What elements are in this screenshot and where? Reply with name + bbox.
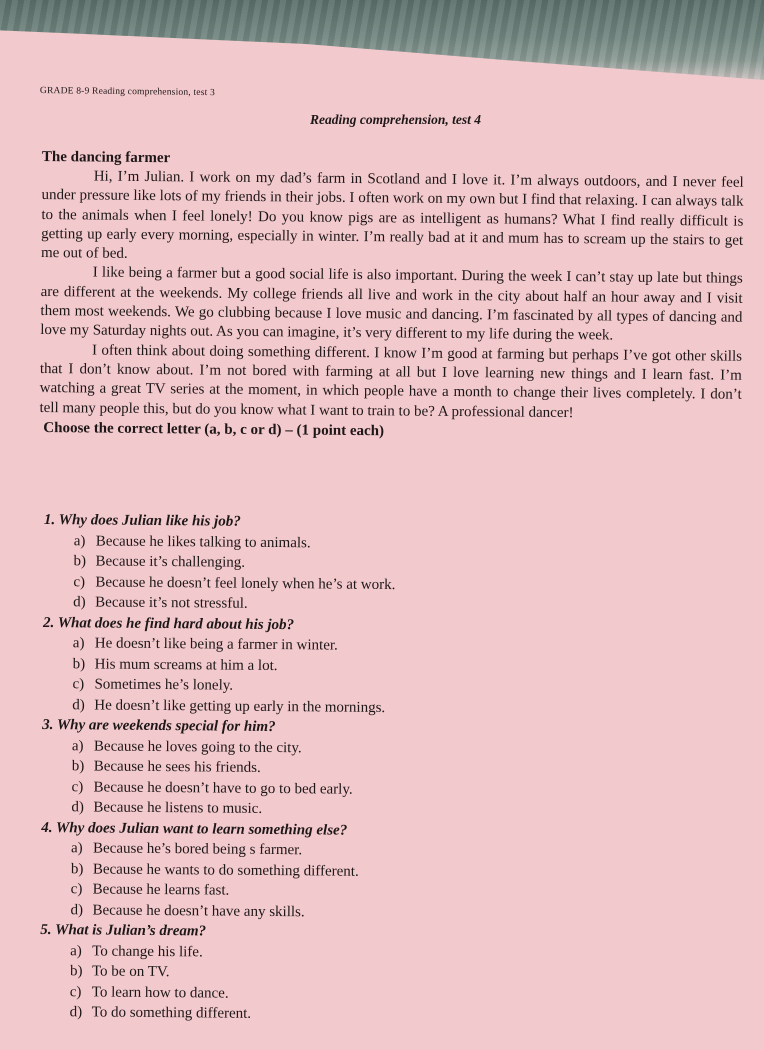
option-letter: c) <box>69 983 82 1000</box>
question-text: 2. What does he find hard about his job? <box>42 614 295 633</box>
question-text: 3. Why are weekends special for him? <box>42 716 276 736</box>
story-title: The dancing farmer <box>41 148 171 167</box>
option-letter: a) <box>73 532 86 549</box>
answer-option <box>40 1002 600 1027</box>
option-letter: b) <box>72 655 86 672</box>
option-text: Because he likes talking to animals. <box>95 532 311 551</box>
option-letter: d) <box>70 901 84 918</box>
option-text: Because it’s not stressful. <box>95 594 248 612</box>
option-letter: c) <box>72 676 85 693</box>
story-paragraph-2: I like being a farmer but a good social life is also important. During the week I can’t stay up late but things are different at the weekends. My college friends all live and work in the city about half an hour away and I visit them most weekends. We go clubbing because I love music and dancing. I’m fascinated by all types of dancing and love my Saturday nights out. As you can imagine, it’s very different to my life during the week. <box>40 264 743 344</box>
option-letter: b) <box>70 860 84 877</box>
story-article <box>39 148 744 445</box>
option-text: Because he loves going to the city. <box>93 737 302 756</box>
option-letter: b) <box>69 963 83 980</box>
option-letter: a) <box>70 840 83 857</box>
option-letter: a) <box>72 635 85 652</box>
option-text: He doesn’t like being a farmer in winter. <box>94 635 338 654</box>
grade-header: GRADE 8-9 Reading comprehension, test 3 <box>39 86 216 99</box>
option-text: To learn how to dance. <box>91 983 229 1002</box>
option-letter: a) <box>71 737 84 754</box>
question-list <box>40 510 604 1027</box>
option-letter: c) <box>73 573 86 590</box>
story-paragraph-3: I often think about doing something different. I know I’m good at farming but perhaps I’ve got other skills that I don’t know about. I’m not bored with farming at all but I love learning new things and I learn fast. I’m watching a great TV series at the moment, in which people have a month to change their lives completely. I don’t tell many people this, but do you know what I want to train to be? A professional dancer! <box>39 342 743 421</box>
option-text: Because it’s challenging. <box>95 553 246 571</box>
option-text: To change his life. <box>92 942 203 960</box>
option-text: His mum screams at him a lot. <box>94 655 278 674</box>
option-letter: b) <box>71 758 85 775</box>
option-letter: c) <box>70 881 83 898</box>
option-text: Because he doesn’t have to go to bed early. <box>93 778 353 798</box>
option-letter: d) <box>73 594 86 611</box>
option-letter: d) <box>72 696 85 713</box>
option-text: Because he learns fast. <box>92 881 230 899</box>
question-text: 4. Why does Julian want to learn something else? <box>41 819 348 839</box>
option-letter: a) <box>70 942 82 959</box>
option-text: He doesn’t like getting up early in the mornings. <box>94 696 386 716</box>
option-letter: b) <box>73 553 87 570</box>
option-text: Because he listens to music. <box>93 799 263 817</box>
instructions: Choose the correct letter (a, b, c or d) – (1 point each) <box>43 419 385 440</box>
question-4 <box>40 817 601 924</box>
option-text: To be on TV. <box>91 963 170 981</box>
option-text: Sometimes he’s lonely. <box>94 676 234 694</box>
question-2 <box>42 612 603 719</box>
option-text: Because he doesn’t have any skills. <box>92 901 305 920</box>
story-paragraph-1: Hi, I’m Julian. I work on my dad’s farm in Scotland and I love it. I’m always outdoors, and I never feel under pressure like lots of my friends in their jobs. I often work on my own but I find that relaxing. I can always talk to the animals when I feel lonely! Do you know pigs are as intelligent as humans? What I find really difficult is getting up early every morning, especially in winter. I’m really bad at it and mum has to scream up the stairs to get me out of bed. <box>40 168 744 263</box>
option-text: Because he doesn’t feel lonely when he’s at work. <box>95 573 396 593</box>
test-title: Reading comprehension, test 4 <box>310 112 482 127</box>
option-letter: d) <box>69 1004 83 1021</box>
option-letter: c) <box>71 778 84 795</box>
question-5 <box>40 920 601 1027</box>
option-text: Because he’s bored being s farmer. <box>92 840 303 859</box>
question-3 <box>41 715 602 822</box>
option-text: To do something different. <box>91 1004 252 1022</box>
question-text: 5. What is Julian’s dream? <box>40 921 207 940</box>
question-1 <box>43 510 604 617</box>
option-letter: d) <box>71 799 84 816</box>
option-text: Because he wants to do something different. <box>92 860 359 880</box>
option-text: Because he sees his friends. <box>93 758 261 776</box>
question-text: 1. Why does Julian like his job? <box>43 511 241 530</box>
